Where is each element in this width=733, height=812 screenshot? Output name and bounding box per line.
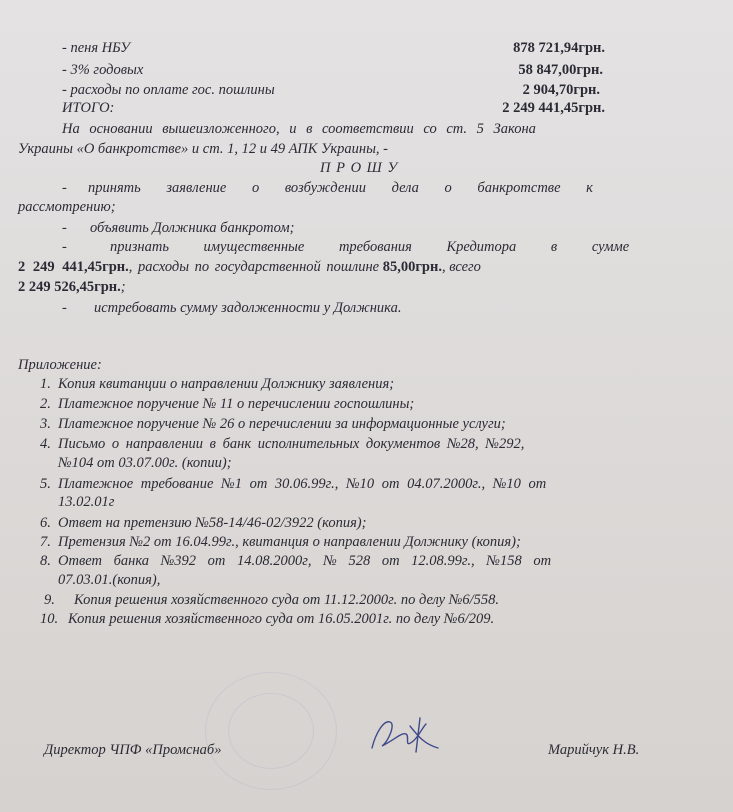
appendix-item-10: Копия решения хозяйственного суда от 16.05.2001г. по делу №6/209. xyxy=(68,611,495,627)
appendix-item-9: Копия решения хозяйственного суда от 11.12.2000г. по делу №6/558. xyxy=(74,592,500,608)
appendix-num-10: 10. xyxy=(40,611,59,627)
appendix-item-6: Ответ на претензию №58-14/46-02/3922 (копия); xyxy=(58,515,367,531)
claim-label-duty: - расходы по оплате гос. пошлины xyxy=(62,82,275,98)
basis-line-1-text: На основании вышеизложенного, и в соответствии со ст. 5 Закона xyxy=(62,121,536,137)
request-4: истребовать сумму задолженности у Должника. xyxy=(94,300,402,316)
appendix-item-3: Платежное поручение № 26 о перечислении за информационные услуги; xyxy=(58,416,506,432)
request-heading: П Р О Ш У xyxy=(320,160,399,176)
appendix-num-3: 3. xyxy=(40,416,51,432)
appendix-num-5: 5. xyxy=(40,476,51,492)
request-3-line-2 xyxy=(18,259,481,276)
company-stamp xyxy=(205,672,337,790)
request-3-fee: 85,00грн. xyxy=(382,259,442,275)
appendix-num-9: 9. xyxy=(44,592,55,608)
appendix-item-1: Копия квитанции о направлении Должнику заявления; xyxy=(58,376,395,392)
request-1-line-2: рассмотрению; xyxy=(18,199,116,215)
appendix-item-4-line-2: №104 от 03.07.00г. (копии); xyxy=(58,455,232,471)
request-3-tail: ; xyxy=(120,279,126,295)
claim-amount-duty: 2 904,70грн. xyxy=(522,82,600,98)
bullet-1: - xyxy=(62,180,67,196)
claim-label-interest: - 3% годовых xyxy=(62,62,144,78)
request-3-line-1: признать имущественные требования Кредитора в сумме xyxy=(110,239,630,255)
appendix-num-4: 4. xyxy=(40,436,51,452)
director-title: Директор ЧПФ «Промснаб» xyxy=(44,742,222,758)
bullet-4: - xyxy=(62,300,67,316)
appendix-item-5-line-2: 13.02.01г xyxy=(58,494,115,510)
appendix-item-2: Платежное поручение № 11 о перечислении госпошлины; xyxy=(58,396,415,412)
basis-line-2: Украины «О банкротстве» и ст. 1, 12 и 49 АПК Украины, - xyxy=(18,141,388,157)
bullet-3: - xyxy=(62,239,67,255)
appendix-num-1: 1. xyxy=(40,376,51,392)
director-name: Марийчук Н.В. xyxy=(548,742,640,758)
request-3-end: , всего xyxy=(441,259,481,275)
appendix-item-7: Претензия №2 от 16.04.99г., квитанция о направлении Должнику (копия); xyxy=(58,534,521,550)
bullet-2: - xyxy=(62,220,67,236)
request-1-line-1: принять заявление о возбуждении дела о банкротстве к xyxy=(88,180,593,196)
claim-amount-interest: 58 847,00грн. xyxy=(518,62,603,78)
appendix-item-8-line-1: Ответ банка №392 от 14.08.2000г, № 528 от 12.08.99г., №158 от xyxy=(58,553,552,569)
claim-amount-total: 2 249 441,45грн. xyxy=(502,100,605,116)
appendix-item-8-line-2: 07.03.01.(копия), xyxy=(58,572,161,588)
claim-amount-penalty: 878 721,94грн. xyxy=(513,40,605,56)
appendix-num-6: 6. xyxy=(40,515,51,531)
claim-label-total: ИТОГО: xyxy=(62,100,115,116)
handwritten-signature xyxy=(366,712,446,756)
appendix-num-2: 2. xyxy=(40,396,51,412)
request-2: объявить Должника банкротом; xyxy=(90,220,295,236)
appendix-num-7: 7. xyxy=(40,534,51,550)
appendix-item-4-line-1: Письмо о направлении в банк исполнительных документов №28, №292, xyxy=(58,436,525,452)
request-3-amount: 2 249 441,45грн. xyxy=(18,259,129,275)
appendix-heading: Приложение: xyxy=(18,357,102,373)
request-3-mid: , расходы по государственной пошлине xyxy=(128,259,380,275)
basis-line-1 xyxy=(62,121,713,138)
appendix-item-5-line-1: Платежное требование №1 от 30.06.99г., №10 от 04.07.2000г., №10 от xyxy=(58,476,547,492)
request-3-total: 2 249 526,45грн. xyxy=(18,279,121,295)
claim-label-penalty: - пеня НБУ xyxy=(62,40,130,56)
appendix-num-8: 8. xyxy=(40,553,51,569)
request-3-line-3 xyxy=(18,279,126,296)
